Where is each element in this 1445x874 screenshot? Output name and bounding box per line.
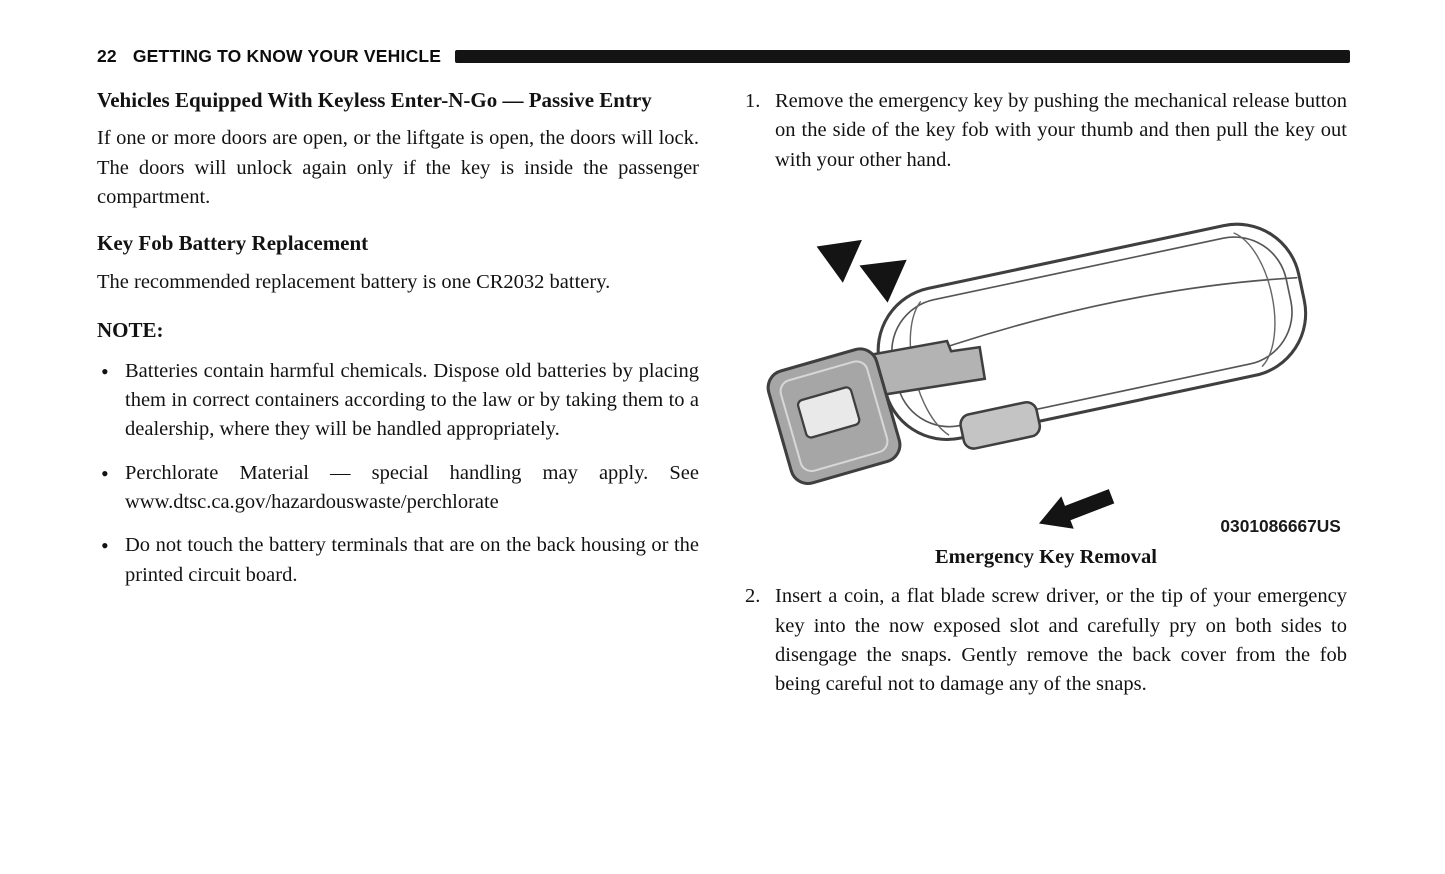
page-header (97, 46, 1350, 67)
push-button-arrow-icon (1033, 479, 1118, 539)
page-number: 22 (97, 46, 117, 66)
pull-direction-arrows-icon (807, 224, 906, 303)
emergency-key-figure (745, 189, 1347, 572)
right-column (745, 87, 1347, 714)
key-fob-illustration (745, 189, 1347, 541)
figure-id: 0301086667US (1220, 515, 1341, 536)
bullet-item-perchlorate: • Perchlorate Material — special handling may apply. See www.dtsc.ca.gov/hazardouswaste/perchlorate (97, 459, 699, 518)
figure-caption: Emergency Key Removal (934, 545, 1158, 568)
step-2-text: Insert a coin, a flat blade screw driver, or the tip of your emergency key into the now exposed slot and carefully pry on both sides to disengage the snaps. Gently remove the back cover from the fob being careful not to damage any of the snaps. (775, 585, 1347, 696)
paragraph-key-fob-battery: The recommended replacement battery is one CR2032 battery. (97, 270, 611, 293)
step-1-text: Remove the emergency key by pushing the mechanical release button on the side of the key fob with your thumb and then pull the key out with your other hand. (775, 90, 1347, 171)
header-rule (455, 50, 1350, 63)
bullet-item-terminals: • Do not touch the battery terminals that are on the back housing or the printed circuit board. (97, 531, 699, 590)
step-2 (745, 582, 1347, 699)
heading-key-fob-battery: Key Fob Battery Replacement (97, 231, 369, 256)
page-columns (97, 87, 1350, 714)
left-column (97, 87, 699, 714)
heading-keyless-enter-n-go: Vehicles Equipped With Keyless Enter-N-Go — Passive Entry (97, 88, 652, 112)
note-heading: NOTE: (97, 317, 164, 342)
paragraph-keyless-enter-n-go: If one or more doors are open, or the liftgate is open, the doors will lock. The doors will unlock again only if the key is inside the passenger compartment. (97, 127, 699, 208)
step-1 (745, 87, 1347, 175)
key-fob-body (866, 212, 1320, 464)
note-bullet-list (97, 357, 699, 590)
step-1-number: 1. (745, 90, 761, 112)
bullet-item-batteries: • Batteries contain harmful chemicals. Dispose old batteries by placing them in correct containers according to the law or by taking them to a dealership, where they will be handled appropriately. (97, 357, 699, 445)
step-2-number: 2. (745, 585, 761, 608)
chapter-title: GETTING TO KNOW YOUR VEHICLE (132, 46, 442, 66)
